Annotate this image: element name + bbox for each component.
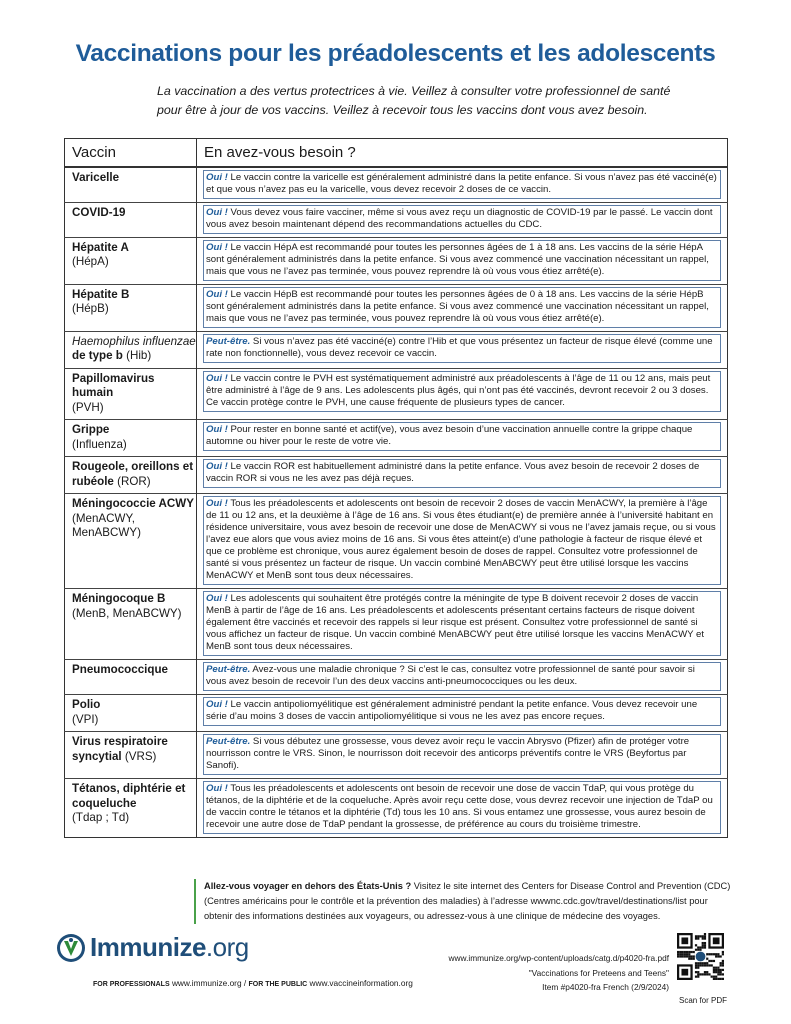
vaccine-name-text: COVID-19 (72, 205, 126, 219)
vaccine-abbr: (ROR) (113, 474, 151, 488)
table-row (65, 331, 728, 368)
recommendation-keyword: Oui ! (206, 783, 228, 794)
vaccine-name-italic: Haemophilus influenzae (72, 334, 196, 348)
vaccine-name-cell (65, 457, 197, 494)
public-label: FOR THE PUBLIC (248, 981, 308, 988)
vaccine-abbr: (MenB, MenABCWY) (72, 606, 182, 620)
recommendation-keyword: Oui ! (206, 372, 228, 384)
recommendation-keyword: Oui ! (206, 461, 228, 472)
footer-links (93, 978, 413, 988)
page-title: Vaccinations pour les préadolescents et les adolescents (75, 40, 716, 67)
ref-title: "Vaccinations for Preteens and Teens" (528, 967, 669, 978)
vaccine-name-text: Tétanos, diphtérie et coqueluche (72, 782, 186, 810)
vaccine-abbr: (Influenza) (72, 437, 127, 451)
vaccine-abbr: (HépA) (72, 255, 109, 268)
recommendation-text: Le vaccin antipoliomyélitique est généralement administré pendant la petite enfance. Vous devez recevoir une série d’au moins 3 doses de vaccin antipoliomyélitique si vous ne les avez pas encore reçues. (206, 699, 698, 722)
recommendation-box (203, 422, 721, 451)
vaccine-abbr: (VRS) (121, 749, 157, 763)
vaccine-name-cell (65, 695, 197, 732)
recommendation-box (203, 496, 721, 585)
vaccine-name-rest: de type b (72, 349, 123, 362)
recommendation-text: Tous les préadolescents et adolescents ont besoin de recevoir 2 doses de vaccin MenACWY, la première à l’âge de 11 ou 12 ans, et la deuxième à l’âge de 16 ans. Si vous êtes étudiant(e) de première année à l’université habitant en résidence universitaire, vous avez besoin de recevoir une dose de MenACWY si vous ne l’avez jamais reçue, ou si vous l’avez eue alors que vous aviez moins de 16 ans. Si vous êtes atteint(e) d’une pathologie à facteur de risque élevé et que ce problème est chronique, vous aurez également besoin de doses de rappel. Consultez votre professionnel de santé si vous présentez un facteur de risque. Un vaccin combiné MenABCWY peut être utilisé lorsque les vaccins MenACWY et MenB sont tous deux nécessaires. (206, 498, 716, 581)
recommendation-text: Le vaccin ROR est habituellement administré dans la petite enfance. Vous avez besoin de recevoir 2 doses de vaccin ROR si vous ne les avez pas déjà reçues. (206, 461, 700, 484)
recommendation-box (203, 287, 721, 328)
logo-main: Immunize (90, 932, 206, 962)
shield-logo-icon (56, 933, 86, 963)
ref-item: Item #p4020-fra French (2/9/2024) (542, 982, 669, 992)
vaccine-name (72, 782, 196, 811)
recommendation-box (203, 734, 721, 775)
recommendation-keyword: Peut-être. (206, 664, 251, 675)
recommendation-box (203, 205, 721, 234)
vaccine-abbr: (VPI) (72, 712, 99, 726)
vaccine-name-text: Pneumococcique (72, 663, 168, 676)
vaccine-name-cell (65, 589, 197, 660)
recommendation-box (203, 662, 721, 691)
recommendation-keyword: Oui ! (206, 498, 228, 509)
recommendation-cell (197, 420, 728, 457)
recommendation-box (203, 334, 721, 363)
recommendation-keyword: Oui ! (206, 699, 228, 710)
table-row (65, 167, 728, 203)
recommendation-keyword: Oui ! (206, 424, 228, 435)
table-row (65, 457, 728, 494)
header-besoin: En avez-vous besoin ? (197, 139, 728, 167)
table-row (65, 202, 728, 237)
recommendation-keyword: Oui ! (206, 241, 228, 253)
vaccine-name (72, 241, 196, 256)
recommendation-text: Les adolescents qui souhaitent être protégés contre la méningite de type B doivent recevoir 2 doses de vaccin MenB à partir de l’âge de 16 ans. Les préadolescents et adolescents présentant certains facteurs de risque doivent également être vaccinés et recevoir des rappels si leur risque est présent. Consultez votre professionnel de santé si vous affichez un facteur de risque. Un vaccin combiné MenABCWY peut être utilisé lorsque les vaccins MenACWY et MenB sont tous deux nécessaires. (206, 593, 705, 652)
document-reference (449, 951, 669, 995)
table-body (65, 167, 728, 838)
recommendation-text: Avez-vous une maladie chronique ? Si c’est le cas, consultez votre professionnel de santé pour savoir si vous avez besoin de recevoir l’un des deux vaccins anti-pneumococciques ou les deux. (206, 664, 695, 687)
recommendation-keyword: Oui ! (206, 206, 228, 218)
vaccine-table (64, 138, 728, 838)
table-row (65, 237, 728, 284)
ref-url[interactable]: www.immunize.org/wp-content/uploads/catg.d/p4020-fra.pdf (448, 953, 669, 963)
footer-separator: / (243, 978, 247, 988)
vaccine-name-cell (65, 202, 197, 237)
recommendation-cell (197, 368, 728, 420)
vaccine-name-cell (65, 732, 197, 779)
header-vaccin: Vaccin (65, 139, 197, 167)
logo-suffix: .org (205, 932, 249, 962)
travel-note (194, 879, 734, 924)
vaccine-name (72, 423, 196, 438)
vaccine-abbr: (MenACWY, MenABCWY) (72, 511, 141, 539)
table-row (65, 732, 728, 779)
scan-label: Scan for PDF (679, 996, 728, 1005)
vaccine-name (72, 735, 196, 764)
recommendation-cell (197, 202, 728, 237)
recommendation-box (203, 591, 721, 656)
vaccine-name (72, 663, 196, 678)
vaccine-name-cell (65, 779, 197, 838)
recommendation-text: Le vaccin contre la varicelle est généralement administré dans la petite enfance. Si vous n’avez pas été vacciné(e) et que vous n’avez pas eu la varicelle, vous devez recevoir 2 doses de ce vaccin. (206, 171, 717, 195)
vaccine-name-cell (65, 420, 197, 457)
vaccine-name-cell (65, 368, 197, 420)
recommendation-box (203, 459, 721, 488)
recommendation-box (203, 240, 721, 281)
recommendation-box (203, 371, 721, 412)
recommendation-text: Le vaccin HépB est recommandé pour toutes les personnes âgées de 0 à 18 ans. Les vaccins de la série HépB sont généralement administrés dans la petite enfance. Si vous avez commencé une vaccination nécessitant un rappel, mais que vous ne l’avez pas terminée, vous pouvez reprendre là où vous vous étiez arrêté(e). (206, 288, 709, 324)
table-header-row (65, 139, 728, 167)
immunize-logo (56, 932, 249, 963)
table-row (65, 779, 728, 838)
recommendation-cell (197, 695, 728, 732)
intro-text: La vaccination a des vertus protectrices à vie. Veillez à consulter votre professionnel de santé pour être à jour de vos vaccins. Veillez à recevoir tous les vaccins dont vous avez besoin. (157, 84, 671, 117)
table-row (65, 284, 728, 331)
recommendation-cell (197, 660, 728, 695)
vaccine-name-cell (65, 284, 197, 331)
vaccine-abbr: (Tdap ; Td) (72, 811, 130, 824)
recommendation-cell (197, 779, 728, 838)
recommendation-cell (197, 167, 728, 203)
vaccine-name (72, 698, 196, 713)
vaccine-name-cell (65, 331, 197, 368)
vaccine-name (72, 171, 196, 186)
vaccine-name (72, 372, 196, 401)
vaccine-name (72, 335, 196, 364)
recommendation-text: Tous les préadolescents et adolescents ont besoin de recevoir une dose de vaccin TdaP, qui vous protège du tétanos, de la diphtérie et de la coqueluche. Après avoir reçu cette dose, vous devrez recevoir une injection de TdaP ou de vaccin contre le tétanos et la diphtérie (Td) tous les 10 ans. Si vous entamez une grossesse, vous aurez besoin de recevoir une autre dose de TdaP pendant la grossesse, de préférence au cours du troisième trimestre. (206, 783, 713, 830)
public-link[interactable]: www.vaccineinformation.org (309, 978, 413, 988)
vaccine-name (72, 288, 196, 303)
recommendation-cell (197, 284, 728, 331)
recommendation-keyword: Peut-être. (206, 736, 251, 747)
qr-code-icon[interactable] (677, 933, 724, 980)
vaccine-name-text: Grippe (72, 423, 110, 436)
recommendation-cell (197, 237, 728, 284)
recommendation-text: Vous devez vous faire vacciner, même si vous avez reçu un diagnostic de COVID-19 par le passé. Le vaccin dont vous avez besoin maintenant dépend des recommandations actuelles du CDC. (206, 206, 713, 230)
table-row (65, 589, 728, 660)
recommendation-keyword: Peut-être. (206, 335, 251, 347)
vaccine-name-text: Virus respiratoire syncytial (72, 735, 168, 763)
table-row (65, 368, 728, 420)
recommendation-cell (197, 331, 728, 368)
vaccine-abbr: (Hib) (122, 349, 152, 362)
vaccine-name (72, 460, 196, 489)
vaccine-name-text: Varicelle (72, 170, 120, 184)
recommendation-cell (197, 589, 728, 660)
vaccine-name-cell (65, 494, 197, 589)
recommendation-keyword: Oui ! (206, 171, 228, 183)
vaccine-name-text: Rougeole, oreillons et rubéole (72, 460, 194, 488)
vaccine-name-text: Hépatite A (72, 240, 129, 254)
vaccine-name-cell (65, 167, 197, 203)
vaccine-name-text: Méningococcie ACWY (72, 497, 194, 510)
recommendation-text: Le vaccin contre le PVH est systématiquement administré aux préadolescents à l’âge de 11 ou 12 ans, mais peut être administré à l’âge de 9 ans. Les adolescents plus âgés, qui n’ont pas été vaccinés, devront recevoir 2 ou 3 doses. Ce vaccin protège contre le PVH, une cause fréquente de plusieurs types de cancer. (206, 372, 711, 408)
travel-text: Visitez le site internet des Centers for Disease Control and Prevention (CDC) (Centres américains pour le contrôle et la prévention des maladies) à l’adresse wwwnc.cdc.gov/travel/destinations/list pour obtenir des informations destinées aux voyageurs, ou adressez-vous à une clinique de médecine des voyages. (204, 881, 731, 921)
travel-lead: Allez-vous voyager en dehors des États-Unis ? (204, 881, 412, 891)
vaccine-name-text: Polio (72, 698, 101, 711)
pro-label: FOR PROFESSIONALS (93, 981, 170, 988)
recommendation-text: Si vous débutez une grossesse, vous devez avoir reçu le vaccin Abrysvo (Pfizer) afin de protéger votre nourrisson contre le VRS. Sinon, le nourrisson doit recevoir des anticorps préventifs contre le VRS (Beyfortus par Sanofi). (206, 736, 690, 771)
vaccine-abbr: (PVH) (72, 400, 104, 414)
recommendation-cell (197, 457, 728, 494)
vaccine-name-text: Hépatite B (72, 287, 130, 301)
recommendation-text: Pour rester en bonne santé et actif(ve), vous avez besoin d’une vaccination annuelle contre la grippe chaque automne ou hiver pour le reste de votre vie. (206, 424, 693, 447)
recommendation-box (203, 697, 721, 726)
recommendation-keyword: Oui ! (206, 288, 228, 300)
vaccine-name-cell (65, 660, 197, 695)
table-row (65, 494, 728, 589)
recommendation-box (203, 170, 721, 199)
table-row (65, 420, 728, 457)
recommendation-text: Si vous n’avez pas été vacciné(e) contre l’Hib et que vous présentez un facteur de risque élevé (comme une rate non fonctionnelle), vous devez recevoir ce vaccin. (206, 335, 713, 359)
table-row (65, 660, 728, 695)
recommendation-keyword: Oui ! (206, 593, 228, 604)
vaccine-name-text: Papillomavirus humain (72, 371, 155, 399)
vaccine-name (72, 497, 196, 512)
recommendation-box (203, 781, 721, 834)
recommendation-cell (197, 732, 728, 779)
vaccine-name (72, 592, 196, 607)
vaccine-name-text: Méningocoque B (72, 592, 166, 605)
vaccine-name-cell (65, 237, 197, 284)
pro-link[interactable]: www.immunize.org (171, 978, 242, 988)
recommendation-text: Le vaccin HépA est recommandé pour toutes les personnes âgées de 1 à 18 ans. Les vaccins de la série HépA sont généralement administrés dans la petite enfance. Si vous avez commencé une vaccination nécessitant un rappel, mais que vous ne l’avez pas terminée, vous pouvez reprendre là où vous vous étiez arrêté(e). (206, 241, 709, 277)
vaccine-abbr: (HépB) (72, 302, 109, 315)
recommendation-cell (197, 494, 728, 589)
table-row (65, 695, 728, 732)
vaccine-name (72, 206, 196, 221)
